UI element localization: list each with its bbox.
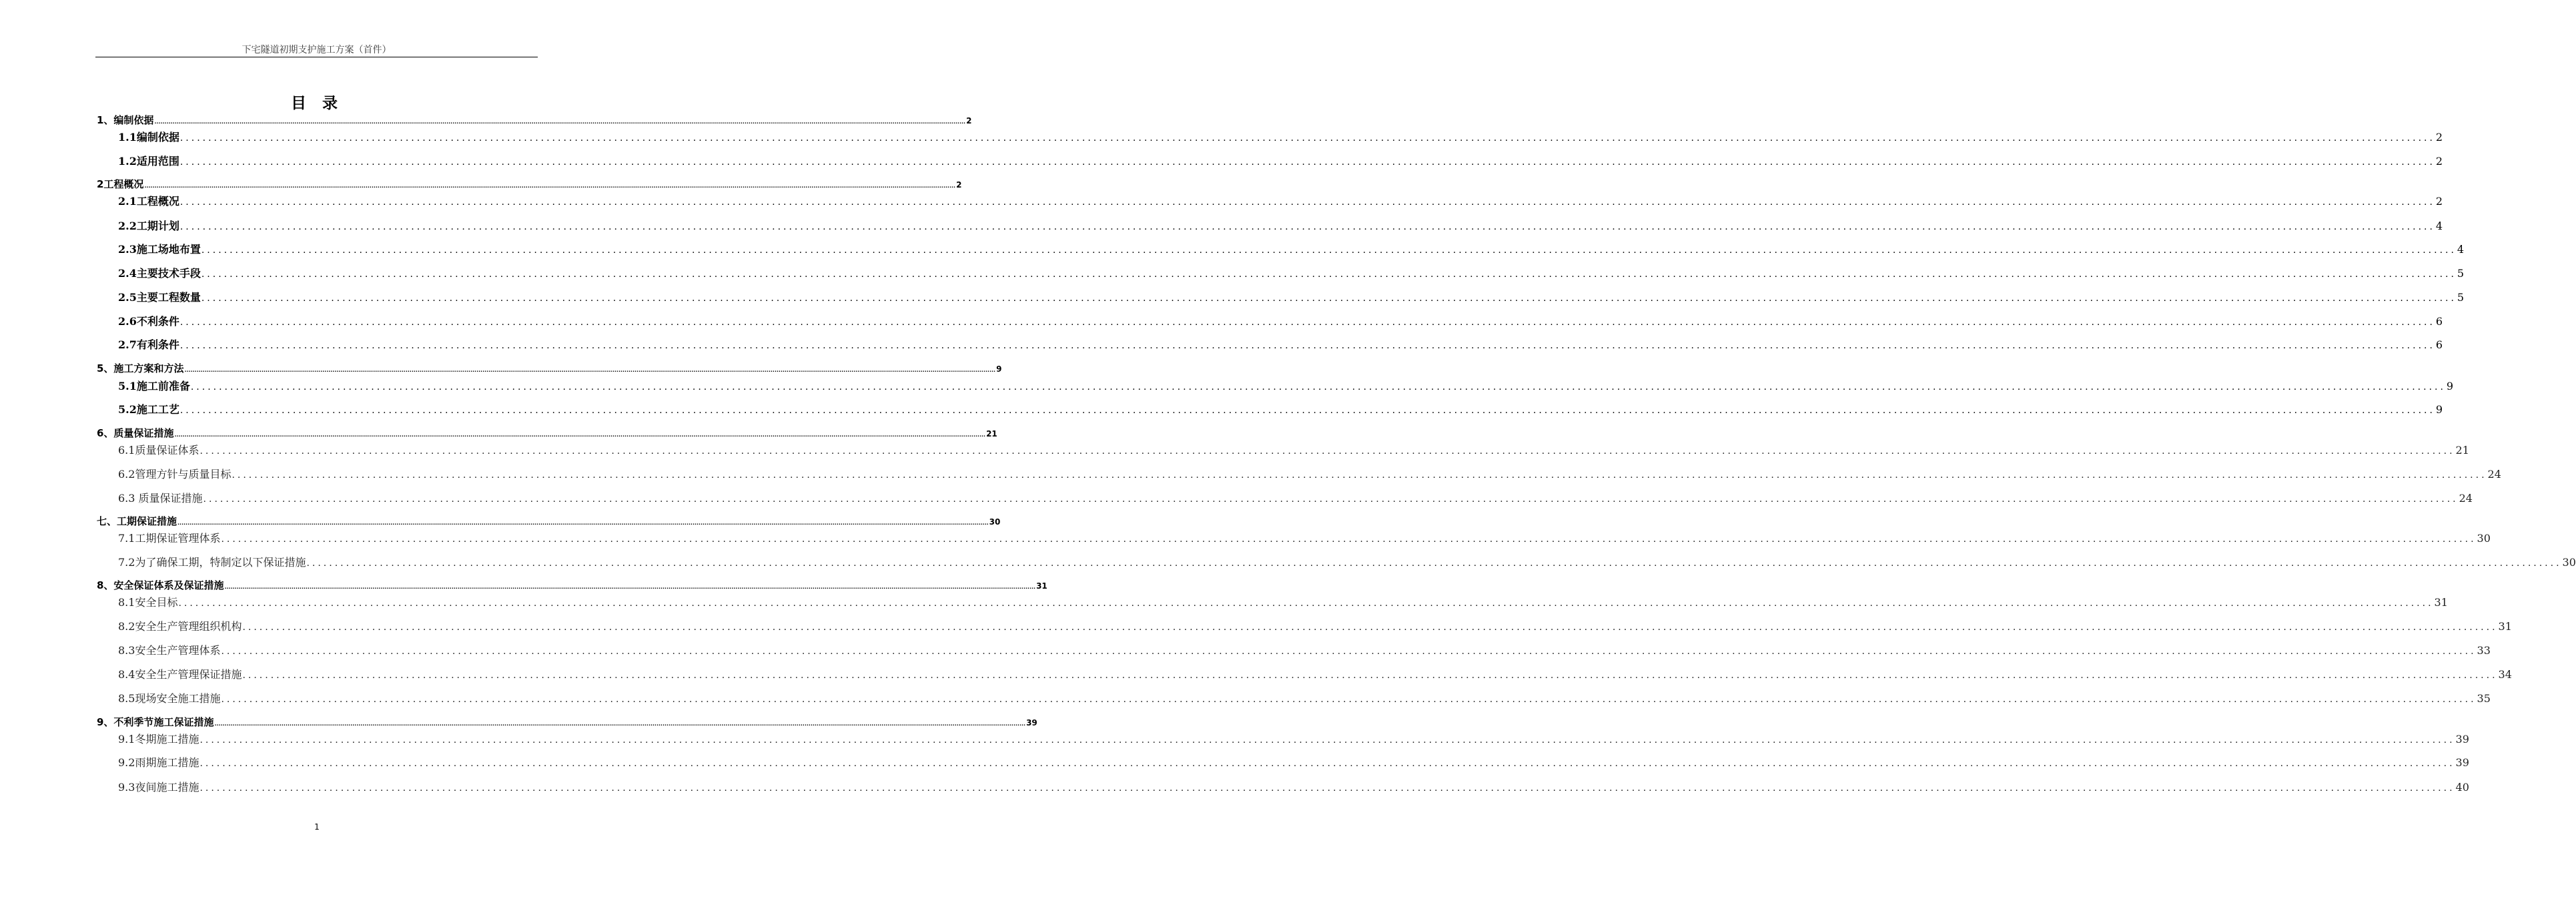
toc-entry-page: 30 (2562, 556, 2576, 569)
toc-subsection-entry[interactable] (118, 731, 2469, 746)
toc-entry-page: 2 (956, 180, 962, 190)
toc-title: 目 录 (290, 95, 343, 112)
toc-entry-label: 6、质量保证措施 (97, 427, 174, 439)
toc-subsection-entry[interactable] (118, 265, 2465, 280)
toc-dot-leader: ................................................................................................................................................................................................................................................................................................................................................................................................................ (221, 694, 2477, 705)
toc-subsection-entry[interactable] (118, 289, 2465, 304)
toc-entry-label: 2.3施工场地布置 (118, 243, 201, 256)
toc-entry-label: 2工程概况 (97, 178, 144, 190)
toc-entry-page: 21 (986, 429, 997, 438)
toc-subsection-entry[interactable] (118, 642, 2491, 657)
toc-subsection-entry[interactable] (118, 690, 2491, 705)
toc-dot-leader: ................................................................................................................................................................................................................................................................................................................................................................................................................ (221, 534, 2477, 545)
toc-entry-label: 5.2施工工艺 (118, 403, 179, 416)
toc-entry-page: 9 (2435, 403, 2443, 416)
toc-dot-leader: ................................................................................................................................................................................................................................................................................................................................................................................................................ (199, 783, 2455, 794)
toc-section-entry[interactable] (97, 113, 972, 127)
toc-dot-leader: ................................................................................................................................................................................................................................................................................................................................................................................................................ (232, 470, 2487, 481)
toc-dot-leader: ................................................................................................................................................................................................................................................................................................................................................................................................................ (199, 758, 2455, 769)
toc-entry-page: 24 (2459, 492, 2473, 505)
toc-entry-page: 39 (1026, 718, 1037, 727)
toc-dot-leader: ................................................................................................................................................................................................................................................................................................................................................................................................................ (306, 558, 2562, 569)
toc-entry-label: 2.5主要工程数量 (118, 291, 201, 304)
toc-subsection-entry[interactable] (118, 779, 2469, 794)
toc-dot-leader: ................................................................................................................................................................................................................................................................................................................................................................................................................ (178, 598, 2434, 609)
toc-subsection-entry[interactable] (118, 241, 2465, 256)
toc-entry-label: 8.4安全生产管理保证措施 (118, 668, 242, 681)
toc-subsection-entry[interactable] (118, 218, 2443, 233)
toc-dot-leader: ................................................................................................................................................................................................................................................................................................................................................................................................................ (144, 183, 956, 189)
toc-dot-leader: ................................................................................................................................................................................................................................................................................................................................................................................................................ (184, 367, 996, 373)
toc-entry-page: 31 (2498, 620, 2512, 633)
toc-subsection-entry[interactable] (118, 193, 2443, 208)
toc-entry-page: 21 (2455, 444, 2469, 457)
toc-dot-leader: ................................................................................................................................................................................................................................................................................................................................................................................................................ (179, 405, 2435, 416)
toc-dot-leader: ................................................................................................................................................................................................................................................................................................................................................................................................................ (154, 119, 966, 125)
toc-entry-page: 5 (2457, 291, 2465, 304)
toc-subsection-entry[interactable] (118, 466, 2501, 481)
toc-dot-leader: ................................................................................................................................................................................................................................................................................................................................................................................................................ (179, 317, 2435, 328)
toc-entry-label: 2.1工程概况 (118, 195, 179, 208)
toc-entry-label: 2.7有利条件 (118, 338, 179, 351)
toc-subsection-entry[interactable] (118, 129, 2443, 144)
toc-subsection-entry[interactable] (118, 666, 2512, 681)
toc-section-entry[interactable] (97, 177, 962, 191)
toc-entry-page: 4 (2435, 220, 2443, 232)
toc-entry-label: 8.3安全生产管理体系 (118, 644, 221, 657)
toc-entry-label: 7.2为了确保工期，特制定以下保证措施 (118, 556, 306, 569)
toc-entry-label: 6.1质量保证体系 (118, 444, 199, 457)
toc-subsection-entry[interactable] (118, 336, 2443, 352)
toc-entry-page: 30 (989, 517, 1001, 527)
toc-subsection-entry[interactable] (118, 554, 2576, 569)
toc-entry-label: 9.3夜间施工措施 (118, 781, 199, 794)
toc-subsection-entry[interactable] (118, 442, 2469, 457)
toc-entry-page: 35 (2477, 692, 2491, 705)
toc-dot-leader: ................................................................................................................................................................................................................................................................................................................................................................................................................ (179, 157, 2435, 168)
toc-entry-page: 2 (2435, 131, 2443, 143)
toc-subsection-entry[interactable] (118, 754, 2469, 770)
toc-entry-label: 9.1冬期施工措施 (118, 733, 199, 745)
toc-entry-label: 5、施工方案和方法 (97, 362, 184, 374)
toc-entry-label: 2.4主要技术手段 (118, 267, 201, 280)
toc-entry-page: 33 (2477, 644, 2491, 657)
toc-entry-label: 5.1施工前准备 (118, 380, 190, 392)
toc-dot-leader: ................................................................................................................................................................................................................................................................................................................................................................................................................ (199, 735, 2455, 745)
toc-entry-page: 2 (966, 116, 972, 125)
toc-entry-label: 1.2适用范围 (118, 155, 179, 168)
toc-dot-leader: ................................................................................................................................................................................................................................................................................................................................................................................................................ (242, 670, 2498, 681)
toc-dot-leader: ................................................................................................................................................................................................................................................................................................................................................................................................................ (179, 222, 2435, 232)
toc-entry-label: 9、不利季节施工保证措施 (97, 716, 214, 728)
toc-subsection-entry[interactable] (118, 594, 2448, 609)
toc-entry-page: 39 (2455, 733, 2469, 745)
toc-section-entry[interactable] (97, 578, 1047, 592)
toc-dot-leader: ................................................................................................................................................................................................................................................................................................................................................................................................................ (221, 646, 2477, 657)
toc-section-entry[interactable] (97, 715, 1037, 729)
toc-entry-page: 34 (2498, 668, 2512, 681)
toc-dot-leader: ................................................................................................................................................................................................................................................................................................................................................................................................................ (174, 432, 986, 438)
toc-dot-leader: ................................................................................................................................................................................................................................................................................................................................................................................................................ (179, 197, 2435, 208)
toc-dot-leader: ................................................................................................................................................................................................................................................................................................................................................................................................................ (179, 133, 2435, 143)
toc-entry-page: 6 (2435, 338, 2443, 351)
toc-dot-leader: ................................................................................................................................................................................................................................................................................................................................................................................................................ (203, 494, 2459, 505)
toc-subsection-entry[interactable] (118, 401, 2443, 416)
toc-entry-page: 24 (2487, 468, 2501, 481)
toc-entry-page: 30 (2477, 532, 2491, 545)
toc-entry-page: 6 (2435, 315, 2443, 328)
toc-dot-leader: ................................................................................................................................................................................................................................................................................................................................................................................................................ (201, 245, 2457, 256)
page-header: 下宅隧道初期支护施工方案（首件） (242, 45, 392, 55)
toc-dot-leader: ................................................................................................................................................................................................................................................................................................................................................................................................................ (190, 382, 2446, 392)
toc-entry-page: 9 (996, 364, 1002, 374)
toc-entry-page: 31 (2434, 596, 2448, 609)
toc-dot-leader: ................................................................................................................................................................................................................................................................................................................................................................................................................ (177, 520, 989, 526)
toc-entry-label: 8.1安全目标 (118, 596, 178, 609)
toc-entry-page: 5 (2457, 267, 2465, 280)
toc-entry-label: 6.2管理方针与质量目标 (118, 468, 232, 481)
toc-entry-label: 1.1编制依据 (118, 131, 179, 143)
toc-dot-leader: ................................................................................................................................................................................................................................................................................................................................................................................................................ (214, 721, 1026, 727)
toc-subsection-entry[interactable] (118, 153, 2443, 168)
toc-entry-page: 9 (2446, 380, 2454, 392)
toc-entry-page: 2 (2435, 195, 2443, 208)
toc-entry-label: 6.3 质量保证措施 (118, 492, 203, 505)
page-number: 1 (314, 822, 320, 832)
toc-subsection-entry[interactable] (118, 313, 2443, 328)
toc-entry-page: 39 (2455, 756, 2469, 769)
toc-entry-label: 8.2安全生产管理组织机构 (118, 620, 242, 633)
toc-subsection-entry[interactable] (118, 378, 2454, 393)
toc-dot-leader: ................................................................................................................................................................................................................................................................................................................................................................................................................ (199, 446, 2455, 457)
toc-entry-label: 8、安全保证体系及保证措施 (97, 579, 224, 591)
toc-section-entry[interactable] (97, 514, 1001, 528)
toc-entry-label: 1、编制依据 (97, 114, 154, 126)
toc-entry-label: 7.1工期保证管理体系 (118, 532, 221, 545)
toc-entry-label: 9.2雨期施工措施 (118, 756, 199, 769)
toc-entry-label: 2.6不利条件 (118, 315, 179, 328)
toc-entry-label: 七、工期保证措施 (97, 515, 177, 527)
toc-section-entry[interactable] (97, 426, 997, 440)
toc-dot-leader: ................................................................................................................................................................................................................................................................................................................................................................................................................ (224, 584, 1036, 590)
toc-entry-page: 31 (1036, 581, 1047, 591)
toc-entry-label: 8.5现场安全施工措施 (118, 692, 221, 705)
toc-dot-leader: ................................................................................................................................................................................................................................................................................................................................................................................................................ (201, 269, 2457, 280)
toc-dot-leader: ................................................................................................................................................................................................................................................................................................................................................................................................................ (179, 340, 2435, 351)
toc-section-entry[interactable] (97, 361, 1002, 375)
toc-subsection-entry[interactable] (118, 530, 2491, 545)
toc-entry-page: 2 (2435, 155, 2443, 168)
toc-entry-page: 4 (2457, 243, 2465, 256)
toc-dot-leader: ................................................................................................................................................................................................................................................................................................................................................................................................................ (242, 622, 2498, 633)
toc-entry-page: 40 (2455, 781, 2469, 794)
toc-entry-label: 2.2工期计划 (118, 220, 179, 232)
toc-subsection-entry[interactable] (118, 618, 2512, 633)
toc-dot-leader: ................................................................................................................................................................................................................................................................................................................................................................................................................ (201, 293, 2457, 304)
toc-subsection-entry[interactable] (118, 490, 2473, 505)
